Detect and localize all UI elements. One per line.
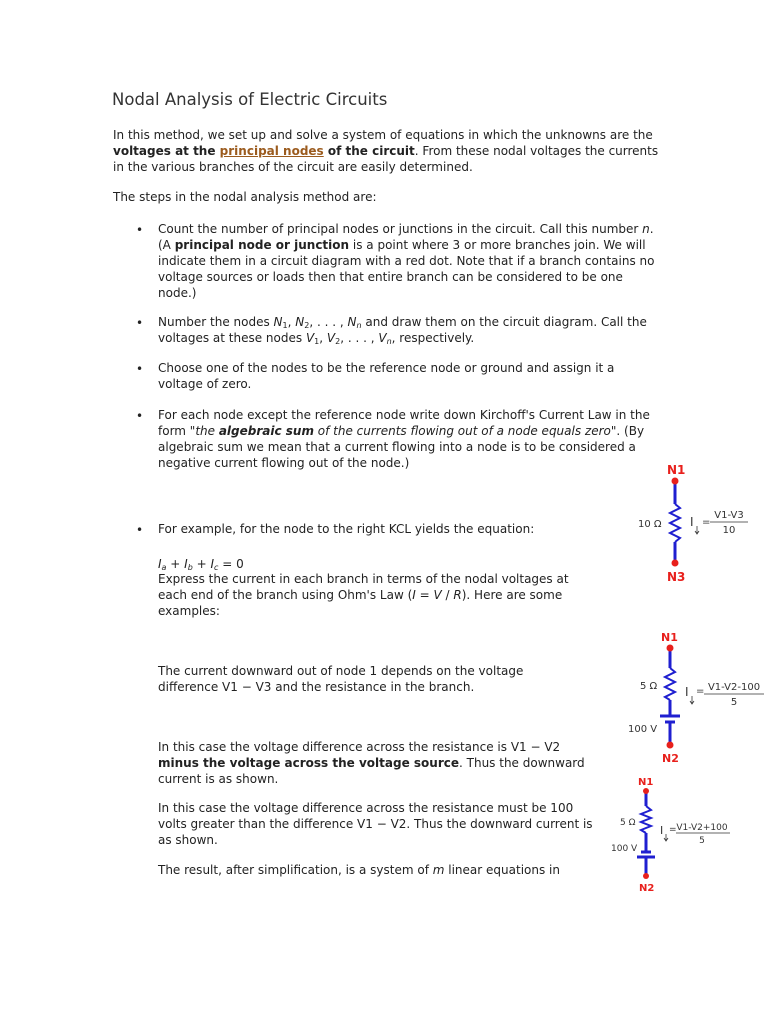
fig1-node-top-dot [672, 478, 679, 485]
fig1-node-top-label: N1 [667, 463, 686, 477]
fig1-node-bottom-dot [672, 560, 679, 567]
fig2-equals: = [696, 686, 705, 697]
step-4: For each node except the reference node write down Kirchoff's Current Law in the form "the algebraic sum of the currents flowing out of a node equals zero". (By algebraic sum we mean that a current flowing into a node is to be considered a negative current flowing out of the node.) [158, 408, 650, 470]
fig2-node-bottom-dot [667, 742, 674, 749]
fig3-node-top-label: N1 [638, 777, 654, 788]
result-text: The result, after simplification, is a system of m linear equations in [158, 863, 560, 877]
fig3-current-label: I [660, 824, 664, 837]
fig3-resistor [641, 806, 651, 833]
figure-3-circuit [606, 772, 746, 896]
arrow-down-icon [690, 696, 694, 704]
kcl-equation: $I_a + I_b + I_c = 0$ [158, 557, 244, 572]
fig3-equals: = [669, 825, 677, 835]
step-2: Number the nodes $N_1$, $N_2$, . . . , $N_n$ and draw them on the circuit diagram. Call the voltages at these nodes $V_1$, $V_2$, . . . , $V_n$, respectively. [158, 315, 647, 346]
fig2-node-top-dot [667, 645, 674, 652]
fig2-source-label: 100 V [628, 724, 658, 735]
bullet-3: • [136, 362, 144, 376]
fig1-resistance-label: 10 Ω [638, 519, 662, 530]
fig3-node-top-dot [643, 788, 649, 794]
fig3-node-bottom-label: N2 [639, 883, 655, 894]
arrow-down-icon [695, 526, 699, 534]
fig3-numerator: V1-V2+100 [676, 823, 728, 833]
fig1-node-bottom-label: N3 [667, 570, 686, 584]
principal-nodes-link[interactable]: principal nodes [219, 144, 324, 158]
fig3-node-bottom-dot [643, 873, 649, 879]
bullet-5: • [136, 523, 144, 537]
example-3-text: In this case the voltage difference across the resistance must be 100 volts greater than the difference V1 − V2. Thus the downward current is as shown. [158, 801, 593, 847]
fig2-resistance-label: 5 Ω [640, 681, 658, 692]
example-2-text: In this case the voltage difference across the resistance is V1 − V2 minus the voltage across the voltage source. Thus the downward current is as shown. [158, 740, 585, 786]
fig2-node-top-label: N1 [661, 631, 678, 644]
fig3-source-label: 100 V [611, 844, 638, 854]
example-1-text: The current downward out of node 1 depends on the voltage difference V1 − V3 and the resistance in the branch. [158, 664, 524, 694]
fig2-current-label: I [685, 685, 689, 699]
figure-1-circuit [628, 456, 768, 586]
arrow-down-icon [664, 834, 668, 841]
step-5: For example, for the node to the right KCL yields the equation: [158, 522, 535, 536]
fig3-resistance-label: 5 Ω [620, 818, 636, 828]
step-3: Choose one of the nodes to be the reference node or ground and assign it a voltage of zero. [158, 361, 615, 391]
fig2-node-bottom-label: N2 [662, 752, 679, 765]
fig2-denominator: 5 [730, 697, 738, 708]
figure-2-circuit [624, 628, 768, 768]
page-title: Nodal Analysis of Electric Circuits [112, 90, 388, 109]
step-1: Count the number of principal nodes or junctions in the circuit. Call this number n. (A principal node or junction is a point where 3 or more branches join. We will indicate them in a circuit diagram with a red dot. Note that if a branch contains no voltage sources or loads then that entire branch can be considered to be one node.) [158, 222, 655, 300]
fig1-equals: = [702, 517, 711, 528]
fig3-denominator: 5 [699, 836, 705, 846]
fig2-resistor [665, 668, 675, 700]
fig2-numerator: V1-V2-100 [707, 682, 761, 693]
bullet-1: • [136, 223, 144, 237]
steps-intro: The steps in the nodal analysis method are: [113, 190, 377, 204]
bullet-4: • [136, 409, 144, 423]
fig1-current-label: I [690, 515, 694, 529]
fig1-resistor [670, 504, 680, 542]
fig1-denominator: 10 [722, 525, 736, 536]
ohms-law-text: Express the current in each branch in terms of the nodal voltages at each end of the branch using Ohm's Law (I = V / R). Here are some examples: [158, 572, 569, 618]
fig1-numerator: V1-V3 [714, 510, 744, 521]
intro-paragraph: In this method, we set up and solve a system of equations in which the unknowns are the voltages at the principal nodes of the circuit. From these nodal voltages the currents in the various branches of the circuit are easily determined. [113, 128, 659, 174]
bullet-2: • [136, 316, 144, 330]
